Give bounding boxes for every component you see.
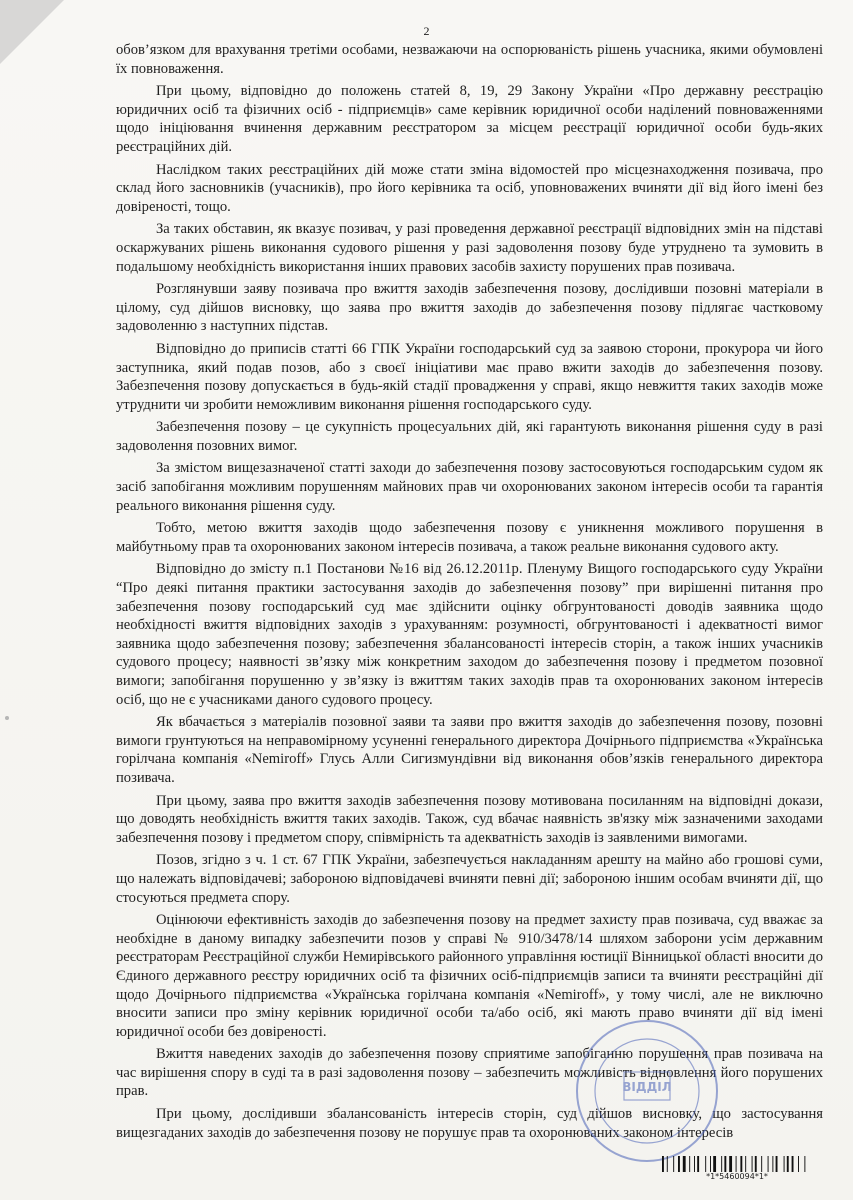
barcode-bar [804,1156,805,1172]
barcode-bar [697,1156,699,1172]
barcode-bar [787,1156,789,1172]
paragraph: При цьому, відповідно до положень статей 8, 19, 29 Закону України «Про державну реєстрацію юридичних осіб та фізичних осіб - підприємців» саме керівник юридичної особи наділений повноваженнями щодо ініціювання вчинення державним реєстратором за місцем реєстрації юридичної особи будь-яких реєстраційних дій. [116,83,823,155]
paragraph: За змістом вищезазначеної статті заходи до забезпечення позову застосовуються господарським судом як засіб запобігання можливим порушенням майнових прав чи охоронюваних законом інтересів особи та гарантія реального виконання рішення суду. [116,460,823,514]
page-number: 2 [423,24,430,38]
stamp-label: ВІДДІЛ [622,1080,672,1094]
barcode-bar [768,1156,769,1172]
scan-speck [5,716,9,720]
barcode-bar [673,1156,674,1172]
barcode [662,1156,812,1172]
barcode-bar [792,1156,794,1172]
paragraph: Розглянувши заяву позивача про вжиття заходів забезпечення позову, дослідивши позовні матеріали в цілому, суд дійшов висновку, що заява про вжиття заходів до забезпечення позову підлягає частковому задоволенню з наступних підстав. [116,281,823,335]
paragraph: Відповідно до змісту п.1 Постанови №16 від 26.12.2011р. Пленуму Вищого господарського суду України “Про деякі питання практики застосування заходів до забезпечення позову” при вирішенні питання про забезпечення позову господарський суд має здійснити оцінку обгрунтованості доводів заявника щодо необхідності вжиття відповідних заходів з урахуванням: розумності, обгрунтованості і адекватності вимог заявника щодо забезпечення позову; забезпечення збалансованості інтересів сторін, а також інших учасників судового процесу; наявності зв’язку між конкретним заходом до забезпечення позову і предметом позовної вимоги; запобігання порушенню у зв’язку із вжиттям таких заходів прав та охоронюваних законом інтересів осіб, що не є учасниками даного судового процесу. [116,561,823,708]
paragraph: Забезпечення позову – це сукупність процесуальних дій, які гарантують виконання рішення суду в разі задоволення позовних вимог. [116,419,823,454]
barcode-bar [740,1156,742,1172]
barcode-bar [683,1156,686,1172]
paragraph: Оцінюючи ефективність заходів до забезпечення позову на предмет захисту прав позивача, суд вважає за необхідне в даному випадку забезпечити позов у справі № 910/3478/14 шляхом заборони усім державним реєстраторам Реєстраційної служби Немирівського районного управління юстиції Вінницької області вносити до Єдиного державного реєстру юридичних осіб та фізичних осіб-підприємців записи та вчиняти реєстраційні дії щодо Дочірнього підприємства «Українська горілчана компанія «Nemiroff», у тому числі, але не виключно вносити записи про зміну керівник юридичної особи та/або осіб, які мають право вчиняти дії від імені юридичної особи без довіреності. [116,912,823,1040]
barcode-bar [784,1156,785,1172]
document-body [116,41,823,1146]
barcode-bar [710,1156,711,1172]
barcode-bar [662,1156,664,1172]
barcode-bar [713,1156,716,1172]
barcode-bar [752,1156,753,1172]
paragraph: При цьому, дослідивши збалансованість інтересів сторін, суд дійшов висновку, що застосування вищезгаданих заходів до забезпечення позову не порушує прав та охоронюваних законом інтересів [116,1106,823,1141]
barcode-bar [772,1156,773,1172]
paragraph: При цьому, заява про вжиття заходів забезпечення позову мотивована посиланням на відповідні докази, що доводять необхідність вжиття таких заходів. Також, суд вбачає наявність зв'язку між зазначеними заходами забезпечення позову і предметом спору, співмірність та адекватність заходів із заявленими вимогами. [116,792,823,846]
barcode-bar [745,1156,746,1172]
barcode-bar [798,1156,799,1172]
paragraph: За таких обставин, як вказує позивач, у разі проведення державної реєстрації відповідних змін на підставі оскаржуваних рішень виконання судового рішення у разі задоволення позову буде утруднено та зумовить в подальшому необхідність використання інших правових засобів захисту порушених прав позивача. [116,221,823,275]
barcode-bar [667,1156,668,1172]
paragraph: Позов, згідно з ч. 1 ст. 67 ГПК України, забезпечується накладанням арешту на майно або грошові суми, що належать відповідачеві; забороною відповідачеві вчиняти певні дії; забороною іншим особам вчиняти дії, що стосуються предмета спору. [116,852,823,906]
barcode-bar [761,1156,762,1172]
paragraph: Наслідком таких реєстраційних дій може стати зміна відомостей про місцезнаходження позивача, про склад його засновників (учасників), про його керівника та осіб, уповноважених вчиняти дії від його імені без довіреності, тощо. [116,161,823,215]
paragraph: обов’язком для врахування третіми особами, незважаючи на оспорюваність рішень учасника, якими обумовлені їх повноваження. [116,42,823,77]
court-seal-stamp [572,1016,722,1166]
barcode-bar [689,1156,690,1172]
paragraph: Тобто, метою вжиття заходів щодо забезпечення позову є уникнення можливого порушення в майбутньому прав та охоронюваних законом інтересів позивача, а також реальне виконання судового акту. [116,520,823,555]
paragraph: Як вбачається з матеріалів позовної заяви та заяви про вжиття заходів до забезпечення позову, позовні вимоги грунтуються на неправомірному усуненні генерального директора Дочірнього підприємства «Українська горілчана компанія «Nemiroff» Глусь Алли Сигизмундівни від виконання обов’язків генерального директора позивача. [116,714,823,786]
barcode-bar [721,1156,722,1172]
paragraph: Вжиття наведених заходів до забезпечення позову сприятиме запобіганню порушення прав позивача на час вирішення спору в суді та в разі задоволення позову – забезпечить можливість відновлення його порушених прав. [116,1046,823,1100]
barcode-bar [724,1156,726,1172]
barcode-bar [678,1156,680,1172]
barcode-bar [705,1156,706,1172]
paragraph: Відповідно до приписів статті 66 ГПК України господарський суд за заявою сторони, прокурора чи його заступника, який подав позов, або з своєї ініціативи має право вжити заходів до забезпечення позову. Забезпечення позову допускається в будь-якій стадії провадження у справі, якщо невжиття таких заходів може утруднити чи зробити неможливим виконання рішення господарського суду. [116,340,823,413]
barcode-bar [755,1156,757,1172]
barcode-bar [776,1156,778,1172]
barcode-bar [694,1156,695,1172]
barcode-bar [729,1156,732,1172]
barcode-number: *1*5460094*1* [706,1172,768,1181]
barcode-bar [736,1156,737,1172]
